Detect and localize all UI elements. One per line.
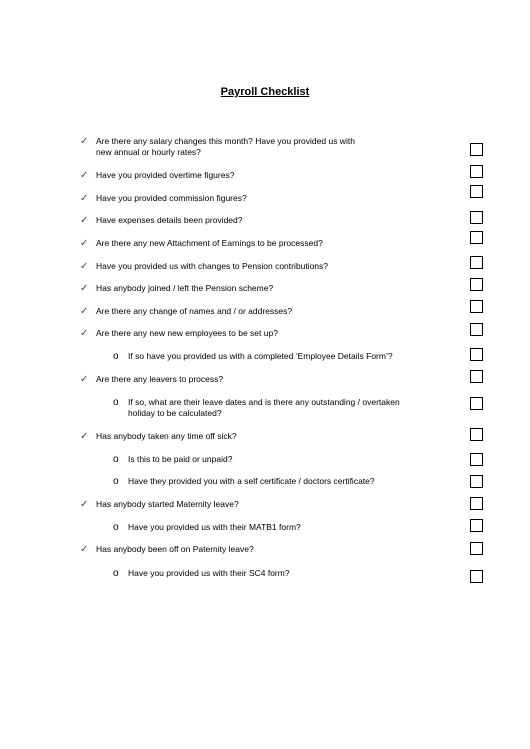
checkbox[interactable]: [470, 256, 483, 269]
checkmark-icon: ✓: [80, 431, 89, 442]
checkbox[interactable]: [470, 370, 483, 383]
checkbox[interactable]: [470, 542, 483, 555]
checklist-item-text: If so, what are their leave dates and is there any outstanding / overtaken holiday to be calculated?: [128, 397, 400, 418]
checklist-item-text: Have you provided us with changes to Pension contributions?: [96, 261, 329, 271]
checkmark-icon: ✓: [80, 499, 89, 510]
checkmark-icon: ✓: [80, 238, 89, 249]
checklist-item-text: Has anybody been off on Paternity leave?: [96, 544, 254, 554]
checkbox[interactable]: [470, 519, 483, 532]
bullet-icon: o: [113, 454, 119, 465]
checkmark-icon: ✓: [80, 170, 89, 181]
checklist-item-text: Are there any new new employees to be set up?: [96, 328, 278, 338]
bullet-icon: o: [113, 476, 119, 487]
checklist-item-text: Are there any salary changes this month? Have you provided us with new annual or hourly rates?: [96, 136, 355, 157]
checkbox[interactable]: [470, 475, 483, 488]
checkbox[interactable]: [470, 300, 483, 313]
checklist-item-text: Have expenses details been provided?: [96, 215, 243, 225]
checkmark-icon: ✓: [80, 328, 89, 339]
checklist-item-text: Are there any change of names and / or addresses?: [96, 306, 293, 316]
checkbox[interactable]: [470, 428, 483, 441]
checklist-item-text: Have you provided us with their SC4 form?: [128, 568, 290, 578]
bullet-icon: o: [113, 397, 119, 408]
bullet-icon: o: [113, 568, 119, 579]
checkmark-icon: ✓: [80, 544, 89, 555]
checklist-item-text: Has anybody joined / left the Pension scheme?: [96, 283, 274, 293]
checkmark-icon: ✓: [80, 306, 89, 317]
checklist-item-text: Have you provided overtime figures?: [96, 170, 235, 180]
checkmark-icon: ✓: [80, 261, 89, 272]
checkmark-icon: ✓: [80, 215, 89, 226]
checklist-item-text: Have you provided commission figures?: [96, 193, 247, 203]
checkmark-icon: ✓: [80, 136, 89, 147]
checklist-item-text: If so have you provided us with a completed ‘Employee Details Form’?: [128, 351, 393, 361]
checkmark-icon: ✓: [80, 193, 89, 204]
checkbox[interactable]: [470, 185, 483, 198]
checklist-item-text: Have you provided us with their MATB1 form?: [128, 522, 301, 532]
bullet-icon: o: [113, 351, 119, 362]
checklist-item-text: Has anybody started Maternity leave?: [96, 499, 239, 509]
checklist-item-text: Are there any new Attachment of Earnings to be processed?: [96, 238, 323, 248]
checkbox[interactable]: [470, 278, 483, 291]
checkbox[interactable]: [470, 497, 483, 510]
checkbox[interactable]: [470, 348, 483, 361]
checkbox[interactable]: [470, 211, 483, 224]
checkbox[interactable]: [470, 165, 483, 178]
checkbox[interactable]: [470, 397, 483, 410]
checkbox[interactable]: [470, 570, 483, 583]
checkbox[interactable]: [470, 323, 483, 336]
checklist-item-text: Have they provided you with a self certificate / doctors certificate?: [128, 476, 375, 486]
checklist-item-text: Is this to be paid or unpaid?: [128, 454, 233, 464]
checkmark-icon: ✓: [80, 283, 89, 294]
checkbox[interactable]: [470, 143, 483, 156]
checkbox[interactable]: [470, 453, 483, 466]
bullet-icon: o: [113, 522, 119, 533]
checklist-item-text: Are there any leavers to process?: [96, 374, 224, 384]
page-title: Payroll Checklist: [220, 86, 310, 98]
checklist-item-text: Has anybody taken any time off sick?: [96, 431, 237, 441]
checkmark-icon: ✓: [80, 374, 89, 385]
checkbox[interactable]: [470, 231, 483, 244]
